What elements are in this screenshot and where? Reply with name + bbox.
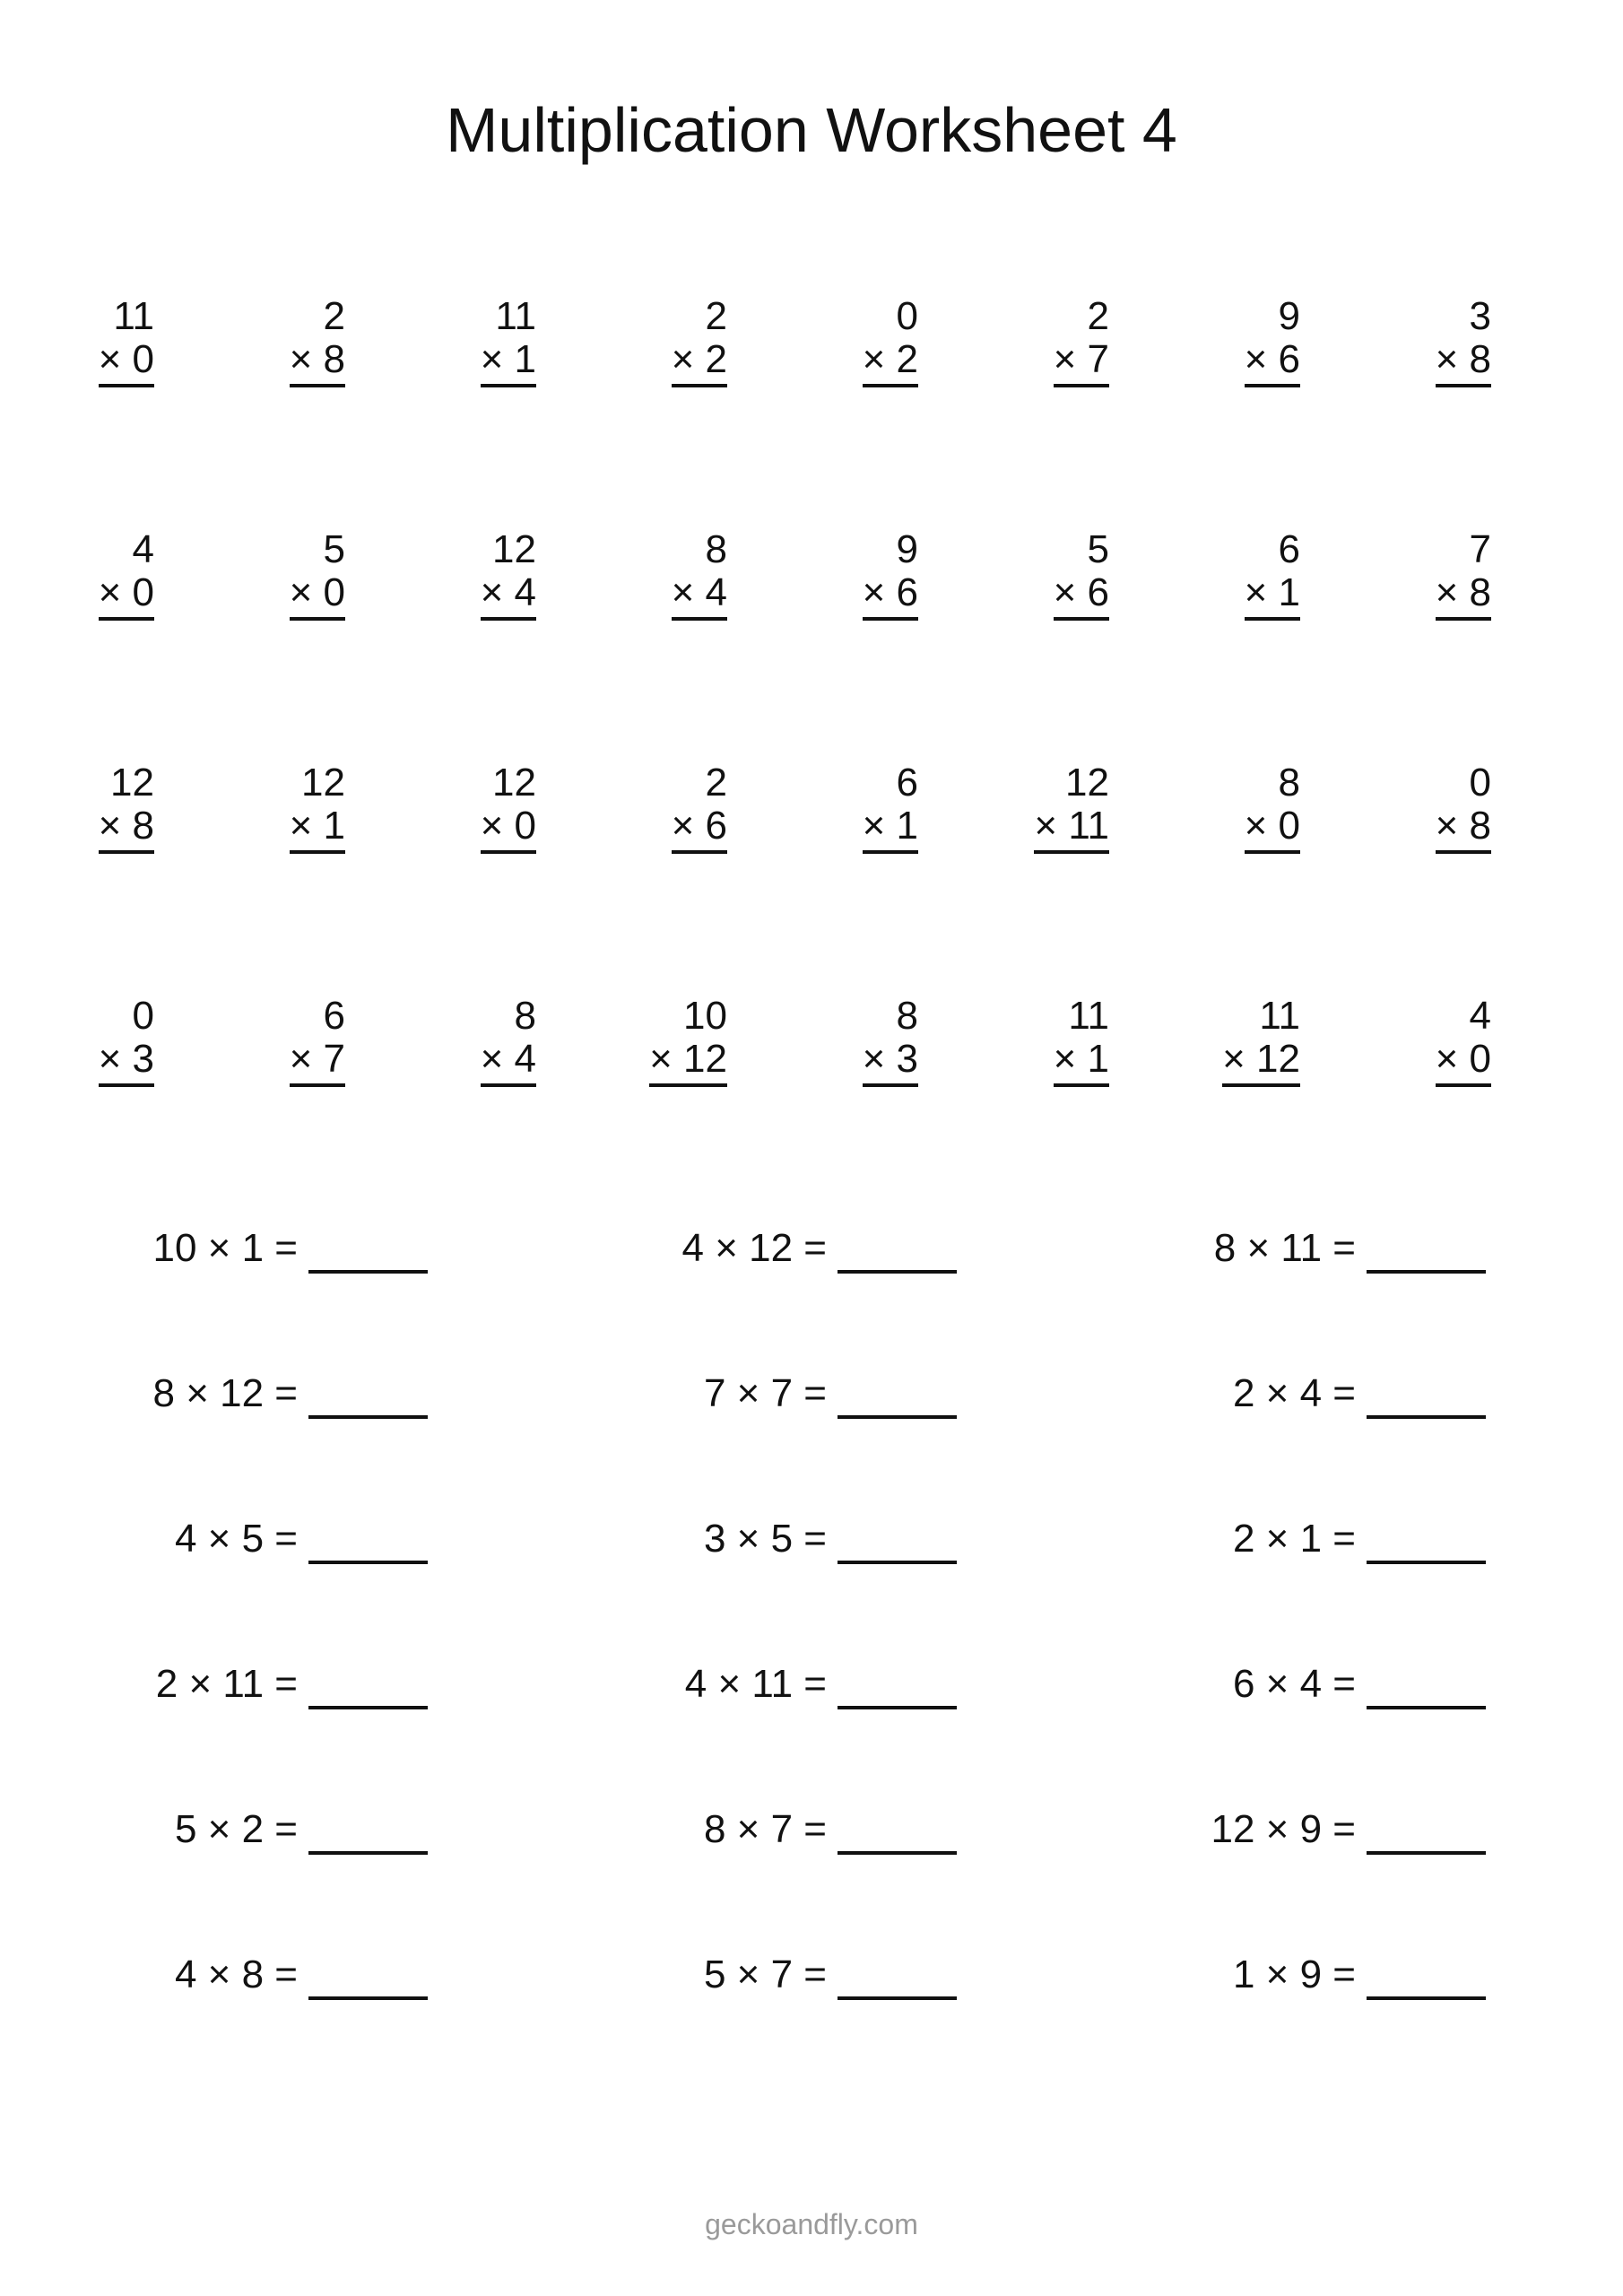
multiplier: 2 (705, 337, 727, 381)
multiplicand: 9 (896, 527, 918, 571)
equation-problem (455, 1803, 957, 1866)
multiplicand: 6 (323, 994, 345, 1038)
answer-blank[interactable] (308, 1996, 428, 2000)
equation-expression: 2 × 1 = (1232, 1517, 1356, 1561)
multiply-sign: × (480, 337, 504, 381)
equation-problem (0, 1367, 428, 1430)
multiplier: 3 (132, 1037, 154, 1081)
equation-problem (0, 1222, 428, 1284)
multiplier: 1 (896, 804, 918, 848)
equation-expression: 7 × 7 = (703, 1371, 827, 1415)
multiplicand: 9 (1278, 294, 1300, 338)
equation-expression: 6 × 4 = (1232, 1662, 1356, 1706)
equation-expression: 5 × 7 = (703, 1952, 827, 1996)
multiply-sign: × (480, 570, 504, 614)
multiplicand: 0 (896, 294, 918, 338)
multiplier: 1 (323, 804, 345, 848)
multiplicand: 8 (896, 994, 918, 1038)
multiplier: 8 (132, 804, 154, 848)
multiply-sign: × (98, 570, 122, 614)
multiplier: 1 (1087, 1037, 1109, 1081)
multiply-sign: × (1435, 337, 1459, 381)
multiplier: 7 (1087, 337, 1109, 381)
multiplier: 8 (1469, 804, 1491, 848)
multiplicand: 6 (1278, 527, 1300, 571)
equation-problem (984, 1512, 1486, 1575)
multiplicand: 6 (896, 761, 918, 804)
multiplicand: 3 (1469, 294, 1491, 338)
equation-problem (455, 1222, 957, 1284)
answer-blank[interactable] (1367, 1561, 1486, 1564)
equation-expression: 4 × 11 = (684, 1662, 827, 1706)
page-title: Multiplication Worksheet 4 (446, 95, 1177, 165)
multiply-sign: × (289, 337, 313, 381)
multiplicand: 2 (1087, 294, 1109, 338)
multiplicand: 12 (492, 761, 536, 804)
multiplier: 0 (1469, 1037, 1491, 1081)
equation-problem (0, 1512, 428, 1575)
multiplicand: 2 (323, 294, 345, 338)
multiplicand: 11 (113, 294, 154, 338)
equation-problem (984, 1367, 1486, 1430)
answer-blank[interactable] (838, 1851, 957, 1855)
equation-expression: 8 × 7 = (703, 1807, 827, 1851)
footer-credit: geckoandfly.com (705, 2208, 918, 2240)
equation-expression: 8 × 12 = (152, 1371, 298, 1415)
multiplicand: 2 (705, 294, 727, 338)
multiplier: 12 (683, 1037, 727, 1081)
multiplicand: 12 (492, 527, 536, 571)
multiplicand: 11 (1068, 994, 1109, 1038)
equation-expression: 1 × 9 = (1232, 1952, 1356, 1996)
multiplier: 4 (514, 570, 536, 614)
multiply-sign: × (862, 1037, 886, 1081)
multiplier: 4 (705, 570, 727, 614)
multiply-sign: × (289, 804, 313, 848)
multiply-sign: × (671, 804, 695, 848)
multiplier: 0 (514, 804, 536, 848)
equation-expression: 4 × 12 = (681, 1226, 827, 1270)
multiplicand: 8 (705, 527, 727, 571)
answer-blank[interactable] (308, 1561, 428, 1564)
multiply-sign: × (1222, 1037, 1245, 1081)
answer-blank[interactable] (838, 1415, 957, 1419)
answer-blank[interactable] (308, 1851, 428, 1855)
multiply-sign: × (862, 337, 886, 381)
answer-blank[interactable] (1367, 1996, 1486, 2000)
multiplicand: 12 (1065, 761, 1109, 804)
multiplier: 6 (705, 804, 727, 848)
multiply-sign: × (289, 1037, 313, 1081)
equation-expression: 4 × 5 = (174, 1517, 298, 1561)
multiply-sign: × (289, 570, 313, 614)
multiplier: 6 (1087, 570, 1109, 614)
multiplier: 7 (323, 1037, 345, 1081)
multiply-sign: × (480, 804, 504, 848)
equation-problem (455, 1512, 957, 1575)
answer-blank[interactable] (1367, 1270, 1486, 1274)
multiply-sign: × (98, 804, 122, 848)
multiply-sign: × (1244, 337, 1268, 381)
multiply-sign: × (671, 570, 695, 614)
multiplicand: 11 (1259, 994, 1300, 1038)
multiplier: 2 (896, 337, 918, 381)
multiplicand: 5 (323, 527, 345, 571)
multiplier: 0 (132, 337, 154, 381)
equation-problem (455, 1657, 957, 1720)
multiplier: 11 (1068, 804, 1109, 848)
equation-problem (455, 1367, 957, 1430)
equation-expression: 8 × 11 = (1213, 1226, 1356, 1270)
equation-problem (984, 1948, 1486, 2011)
multiply-sign: × (862, 804, 886, 848)
multiply-sign: × (1244, 804, 1268, 848)
multiply-sign: × (1435, 570, 1459, 614)
equation-expression: 2 × 4 = (1232, 1371, 1356, 1415)
multiplier: 0 (1278, 804, 1300, 848)
multiply-sign: × (1034, 804, 1058, 848)
answer-blank[interactable] (308, 1270, 428, 1274)
answer-blank[interactable] (308, 1415, 428, 1419)
multiply-sign: × (480, 1037, 504, 1081)
multiplier: 0 (132, 570, 154, 614)
multiplier: 3 (896, 1037, 918, 1081)
equation-expression: 4 × 8 = (174, 1952, 298, 1996)
multiplicand: 12 (110, 761, 154, 804)
equation-problem (984, 1222, 1486, 1284)
equation-expression: 5 × 2 = (174, 1807, 298, 1851)
equation-problem (0, 1803, 428, 1866)
equation-expression: 10 × 1 = (152, 1226, 298, 1270)
equation-problem (984, 1803, 1486, 1866)
multiplier: 1 (514, 337, 536, 381)
multiplier: 4 (514, 1037, 536, 1081)
multiplicand: 5 (1087, 527, 1109, 571)
multiplier: 1 (1278, 570, 1300, 614)
answer-blank[interactable] (1367, 1415, 1486, 1419)
multiplicand: 7 (1469, 527, 1491, 571)
equation-expression: 12 × 9 = (1211, 1807, 1356, 1851)
multiply-sign: × (1435, 1037, 1459, 1081)
multiplicand: 2 (705, 761, 727, 804)
multiplier: 6 (1278, 337, 1300, 381)
answer-blank[interactable] (838, 1706, 957, 1709)
equation-problem (0, 1948, 428, 2011)
multiply-sign: × (1053, 1037, 1077, 1081)
answer-blank[interactable] (1367, 1851, 1486, 1855)
multiplicand: 8 (1278, 761, 1300, 804)
multiplier: 8 (1469, 570, 1491, 614)
multiply-sign: × (1053, 337, 1077, 381)
answer-blank[interactable] (838, 1561, 957, 1564)
multiply-sign: × (98, 337, 122, 381)
multiply-sign: × (1053, 570, 1077, 614)
multiply-sign: × (98, 1037, 122, 1081)
multiplier: 12 (1256, 1037, 1300, 1081)
equation-problem (0, 1657, 428, 1720)
multiplier: 6 (896, 570, 918, 614)
multiplier: 8 (1469, 337, 1491, 381)
answer-blank[interactable] (308, 1706, 428, 1709)
multiply-sign: × (1244, 570, 1268, 614)
equation-expression: 2 × 11 = (155, 1662, 298, 1706)
equation-problem (455, 1948, 957, 2011)
multiplicand: 8 (514, 994, 536, 1038)
multiplicand: 10 (683, 994, 727, 1038)
multiply-sign: × (649, 1037, 673, 1081)
multiplicand: 11 (495, 294, 536, 338)
multiply-sign: × (1435, 804, 1459, 848)
multiplicand: 4 (132, 527, 154, 571)
multiplicand: 12 (301, 761, 345, 804)
multiplier: 8 (323, 337, 345, 381)
multiplicand: 4 (1469, 994, 1491, 1038)
answer-blank[interactable] (1367, 1706, 1486, 1709)
multiplicand: 0 (1469, 761, 1491, 804)
multiplicand: 0 (132, 994, 154, 1038)
multiply-sign: × (671, 337, 695, 381)
answer-blank[interactable] (838, 1996, 957, 2000)
answer-blank[interactable] (838, 1270, 957, 1274)
multiply-sign: × (862, 570, 886, 614)
multiplier: 0 (323, 570, 345, 614)
equation-problem (984, 1657, 1486, 1720)
equation-expression: 3 × 5 = (703, 1517, 827, 1561)
